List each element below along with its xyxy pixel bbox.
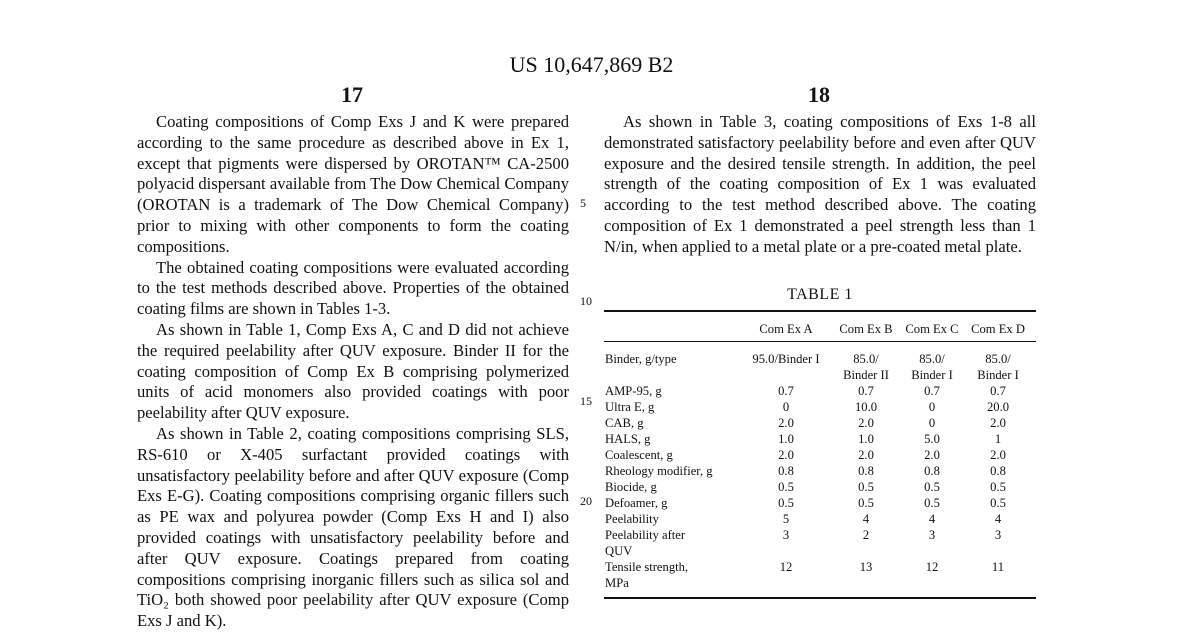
row-label: Defoamer, g bbox=[605, 496, 668, 510]
table-cell: 0.5 bbox=[778, 496, 794, 510]
table-cell: 0.5 bbox=[990, 496, 1006, 510]
table-header-rule bbox=[604, 341, 1036, 342]
patent-number: US 10,647,869 B2 bbox=[509, 52, 674, 77]
table-cell: 0.7 bbox=[924, 384, 940, 398]
row-label: HALS, g bbox=[605, 432, 651, 446]
column-number-right: 18 bbox=[808, 82, 830, 107]
line-number: 5 bbox=[580, 196, 586, 210]
table-cell: 0.5 bbox=[858, 496, 874, 510]
row-label: Ultra E, g bbox=[605, 400, 655, 414]
table-cell: 4 bbox=[862, 512, 870, 526]
table-cell: 10.0 bbox=[854, 400, 878, 414]
row-label: Binder, g/type bbox=[605, 352, 677, 366]
line-number: 20 bbox=[580, 494, 592, 508]
row-label: Peelability after QUV bbox=[605, 528, 686, 558]
table-cell: 4 bbox=[928, 512, 936, 526]
paragraph: The obtained coating compositions were evaluated according to the test methods described above. Properties of the obtained coating films are shown in Tables 1-3. bbox=[137, 257, 569, 319]
table-cell: 0.7 bbox=[990, 384, 1006, 398]
table-cell: 2.0 bbox=[858, 416, 874, 430]
line-number: 10 bbox=[580, 294, 592, 308]
row-label: Coalescent, g bbox=[605, 448, 673, 462]
table-cell: 11 bbox=[991, 560, 1005, 574]
table-cell: 2.0 bbox=[924, 448, 940, 462]
paragraph: As shown in Table 3, coating compositions of Exs 1-8 all demonstrated satisfactory peelability before and even after QUV exposure and the desired tensile strength. In addition, the peel strength of the coating composition of Ex 1 was evaluated according to the test method described above. The coating composition of Ex 1 demonstrated a peel strength less than 1 N/in, when applied to a metal plate or a pre-coated metal plate. bbox=[604, 112, 1036, 256]
table-cell: 12 bbox=[779, 560, 793, 574]
table-cell: 2.0 bbox=[990, 416, 1006, 430]
right-text-column bbox=[604, 112, 1036, 258]
table-cell: 0 bbox=[928, 400, 936, 414]
table-bottom-rule bbox=[604, 597, 1036, 599]
table-cell: 20.0 bbox=[986, 400, 1010, 414]
row-label: Peelability bbox=[605, 512, 659, 526]
table-cell: 0.5 bbox=[924, 496, 940, 510]
table-cell: 3 bbox=[994, 528, 1002, 542]
table-cell: 0.5 bbox=[990, 480, 1006, 494]
table-cell: 0.8 bbox=[990, 464, 1006, 478]
column-header: Com Ex C bbox=[905, 322, 959, 336]
paragraph: Coating compositions of Comp Exs J and K were prepared according to the same procedure as described above in Ex 1, except that pigments were dispersed by OROTAN™ CA-2500 polyacid dispersant available from The Dow Chemical Company (OROTAN is a trademark of The Dow Chemical Company) prior to mixing with other components to form the coating compositions. bbox=[137, 112, 569, 256]
table-cell: 0.5 bbox=[778, 480, 794, 494]
table-cell: 0 bbox=[782, 400, 790, 414]
table-cell: 0 bbox=[928, 416, 936, 430]
row-label: CAB, g bbox=[605, 416, 644, 430]
table-cell: 4 bbox=[994, 512, 1002, 526]
table-cell: 12 bbox=[925, 560, 939, 574]
table-cell: 3 bbox=[928, 528, 936, 542]
table-cell: 2.0 bbox=[778, 416, 794, 430]
paragraph: As shown in Table 1, Comp Exs A, C and D did not achieve the required peelability after QUV exposure. Binder II for the coating composition of Comp Ex B comprising polymerized units of acid monomers also provided coatings with poor peelability after QUV exposure. bbox=[137, 319, 569, 423]
table-cell: 3 bbox=[782, 528, 790, 542]
table-cell: 0.5 bbox=[858, 480, 874, 494]
column-header: Com Ex D bbox=[971, 322, 1025, 336]
table-cell: 85.0/ Binder I bbox=[977, 352, 1019, 382]
table-cell: 0.7 bbox=[858, 384, 874, 398]
row-label: Biocide, g bbox=[605, 480, 657, 494]
column-header: Com Ex A bbox=[759, 322, 813, 336]
left-text-column bbox=[137, 112, 569, 632]
row-label: AMP-95, g bbox=[605, 384, 662, 398]
table-cell: 85.0/ Binder I bbox=[911, 352, 953, 382]
table-cell: 2 bbox=[862, 528, 870, 542]
paragraph: As shown in Table 2, coating compositions comprising SLS, RS-610 or X-405 surfactant provided coatings with unsatisfactory peelability before and after QUV exposure (Comp Exs E-G). Coating compositions comprising organic fillers such as PE wax and polyurea powder (Comp Exs H and I) also provided coatings with unsatisfactory peelability before and after QUV exposure. Coatings prepared from coating compositions comprising inorganic fillers such as silica sol and TiO₂ both showed poor peelability after QUV exposure (Comp Exs J and K). bbox=[137, 423, 569, 631]
table-title: TABLE 1 bbox=[787, 286, 853, 303]
table-cell: 1.0 bbox=[778, 432, 794, 446]
table-cell: 0.7 bbox=[778, 384, 794, 398]
column-number-left: 17 bbox=[341, 82, 363, 107]
table-cell: 1 bbox=[994, 432, 1002, 446]
table-cell: 0.8 bbox=[778, 464, 794, 478]
line-number: 15 bbox=[580, 394, 592, 408]
row-label: Rheology modifier, g bbox=[605, 464, 713, 478]
table-cell: 95.0/Binder I bbox=[752, 352, 820, 366]
table-cell: 2.0 bbox=[858, 448, 874, 462]
table-cell: 0.8 bbox=[924, 464, 940, 478]
table-cell: 13 bbox=[859, 560, 873, 574]
table-cell: 1.0 bbox=[858, 432, 874, 446]
table-cell: 85.0/ Binder II bbox=[843, 352, 889, 382]
table-cell: 2.0 bbox=[778, 448, 794, 462]
table-cell: 0.8 bbox=[858, 464, 874, 478]
table-top-rule bbox=[604, 310, 1036, 312]
table-cell: 5 bbox=[782, 512, 790, 526]
table-cell: 5.0 bbox=[924, 432, 940, 446]
table-cell: 2.0 bbox=[990, 448, 1006, 462]
column-header: Com Ex B bbox=[839, 322, 893, 336]
table-cell: 0.5 bbox=[924, 480, 940, 494]
row-label: Tensile strength, MPa bbox=[605, 560, 689, 590]
